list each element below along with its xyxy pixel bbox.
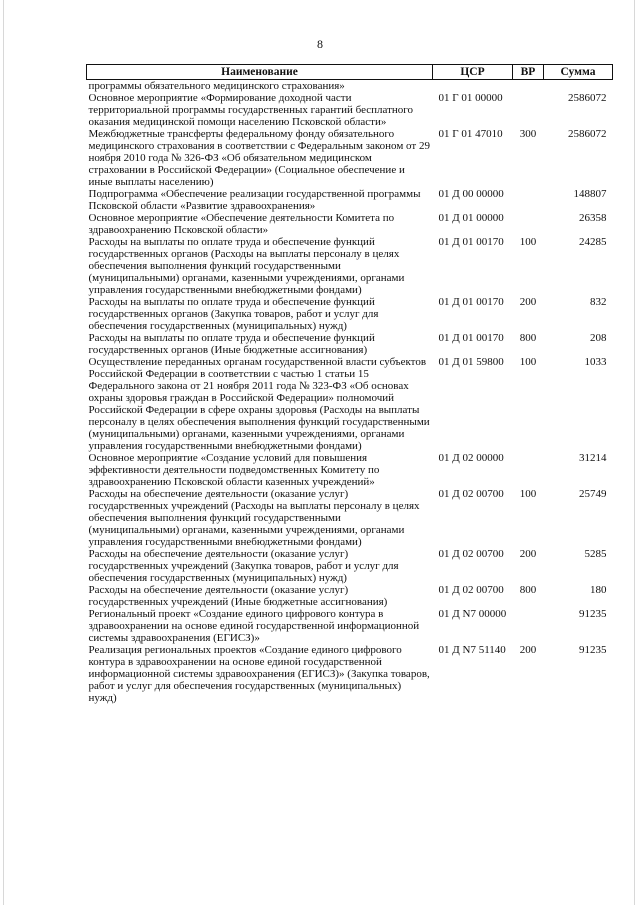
table-row	[87, 548, 613, 584]
cell-vr	[513, 212, 544, 236]
cell-name: Подпрограмма «Обеспечение реализации государственной программы Псковской области «Развитие здравоохранения»	[88, 188, 421, 212]
cell-vr	[513, 92, 544, 128]
cell-csr: 01 Д 02 00700	[438, 584, 504, 596]
cell-name: Основное мероприятие «Создание условий для повышения эффективности деятельности подведомственных Комитету по здравоохранению Псковской области казенных учреждений»	[88, 452, 380, 488]
cell-csr: 01 Г 01 00000	[438, 92, 503, 104]
table-row	[87, 644, 613, 704]
cell-name: Региональный проект «Создание единого цифрового контура в здравоохранении на основе единой государственной информационной системы здравоохранения (ЕГИСЗ)»	[88, 608, 420, 644]
cell-sum: 1033	[584, 356, 607, 368]
column-header-vr: ВР	[513, 65, 544, 80]
cell-name: Основное мероприятие «Формирование доходной части территориальной программы государственных гарантий бесплатного оказания медицинской помощи населению Псковской области»	[88, 92, 414, 128]
cell-sum: 2586072	[568, 92, 607, 104]
table-row	[87, 332, 613, 356]
table-row	[87, 236, 613, 296]
cell-vr: 100	[519, 236, 537, 248]
header-row	[87, 65, 613, 80]
cell-name: Расходы на обеспечение деятельности (оказание услуг) государственных учреждений (Расходы на выплаты персоналу в целях обеспечения выполнения функций государственными (муниципальными) органами, казенными учреждениями, органами управления государственными внебюджетными фондами)	[88, 488, 420, 548]
cell-vr: 200	[519, 296, 537, 308]
column-header-name: Наименование	[87, 65, 433, 80]
cell-sum	[544, 80, 613, 93]
cell-sum: 91235	[579, 644, 607, 656]
cell-sum: 31214	[579, 452, 607, 464]
cell-csr: 01 Г 01 47010	[438, 128, 503, 140]
cell-sum: 832	[590, 296, 607, 308]
cell-sum: 24285	[579, 236, 607, 248]
cell-name: программы обязательного медицинского страхования»	[88, 80, 345, 92]
table-row	[87, 80, 613, 93]
cell-csr: 01 Д 00 00000	[438, 188, 504, 200]
table-row	[87, 584, 613, 608]
cell-csr	[433, 80, 513, 93]
cell-sum: 5285	[584, 548, 607, 560]
cell-csr: 01 Д 02 00700	[438, 488, 504, 500]
cell-name: Межбюджетные трансферты федеральному фонду обязательного медицинского страхования в соответствии с Федеральным законом от 29 ноября 2010 года № 326-ФЗ «Об обязательном медицинском страховании в Российской Федерации» (Социальное обеспечение и иные выплаты населению)	[88, 128, 430, 188]
column-header-sum: Сумма	[544, 65, 613, 80]
table-row	[87, 488, 613, 548]
table-row	[87, 296, 613, 332]
cell-csr: 01 Д 01 00170	[438, 296, 504, 308]
cell-csr: 01 Д N7 51140	[438, 644, 506, 656]
cell-sum: 25749	[579, 488, 607, 500]
table-row	[87, 128, 613, 188]
cell-vr: 800	[519, 332, 537, 344]
cell-vr: 200	[519, 644, 537, 656]
table-row	[87, 452, 613, 488]
table-row	[87, 608, 613, 644]
page-number: 8	[317, 37, 323, 51]
cell-sum: 2586072	[568, 128, 607, 140]
cell-sum: 26358	[579, 212, 607, 224]
cell-name: Расходы на выплаты по оплате труда и обеспечение функций государственных органов (Закупка товаров, работ и услуг для обеспечения государственных (муниципальных) нужд)	[88, 296, 379, 332]
cell-csr: 01 Д 02 00000	[438, 452, 504, 464]
cell-vr	[513, 80, 544, 93]
cell-sum: 208	[590, 332, 607, 344]
cell-csr: 01 Д 01 59800	[438, 356, 504, 368]
cell-name: Основное мероприятие «Обеспечение деятельности Комитета по здравоохранению Псковской области»	[88, 212, 395, 236]
cell-name: Расходы на обеспечение деятельности (оказание услуг) государственных учреждений (Иные бюджетные ассигнования)	[88, 584, 388, 608]
table-row	[87, 188, 613, 212]
cell-sum: 148807	[573, 188, 607, 200]
cell-vr	[513, 608, 544, 644]
cell-csr: 01 Д N7 00000	[438, 608, 507, 620]
table-row	[87, 92, 613, 128]
cell-name: Расходы на выплаты по оплате труда и обеспечение функций государственных органов (Иные бюджетные ассигнования)	[88, 332, 375, 356]
cell-vr	[513, 452, 544, 488]
cell-vr: 100	[519, 488, 537, 500]
cell-name: Реализация региональных проектов «Создание единого цифрового контура в здравоохранении на основе единой государственной информационной системы здравоохранения (ЕГИСЗ)» (Закупка товаров, работ и услуг для обеспечения государственных (муниципальных) нужд)	[88, 644, 430, 704]
cell-sum: 180	[590, 584, 607, 596]
table-body	[87, 80, 613, 705]
scan-edge-right	[634, 0, 635, 905]
table-header	[87, 65, 613, 80]
cell-vr: 300	[519, 128, 537, 140]
cell-csr: 01 Д 01 00170	[438, 332, 504, 344]
cell-csr: 01 Д 02 00700	[438, 548, 504, 560]
column-header-csr: ЦСР	[433, 65, 513, 80]
table-row	[87, 212, 613, 236]
cell-name: Осуществление переданных органам государственной власти субъектов Российской Федерации в соответствии с частью 1 статьи 15 Федерального закона от 21 ноября 2011 года № 323-ФЗ «Об основах охраны здоровья граждан в Российской Федерации» полномочий Российской Федерации в сфере охраны здоровья (Расходы на выплаты персоналу в целях обеспечения выполнения функций государственными (муниципальными) органами, казенными учреждениями, органами управления государственными внебюджетными фондами)	[88, 356, 430, 452]
cell-name: Расходы на обеспечение деятельности (оказание услуг) государственных учреждений (Закупка товаров, работ и услуг для обеспечения государственных (муниципальных) нужд)	[88, 548, 399, 584]
budget-table	[86, 64, 613, 704]
scan-edge-left	[3, 0, 4, 905]
cell-vr: 800	[519, 584, 537, 596]
cell-csr: 01 Д 01 00170	[438, 236, 504, 248]
cell-name: Расходы на выплаты по оплате труда и обеспечение функций государственных органов (Расходы на выплаты персоналу в целях обеспечения выполнения функций государственными (муниципальными) органами, казенными учреждениями, органами управления государственными внебюджетными фондами)	[88, 236, 405, 296]
table-row	[87, 356, 613, 452]
cell-vr: 200	[519, 548, 537, 560]
cell-csr: 01 Д 01 00000	[438, 212, 504, 224]
cell-vr: 100	[519, 356, 537, 368]
cell-vr	[513, 188, 544, 212]
cell-sum: 91235	[579, 608, 607, 620]
